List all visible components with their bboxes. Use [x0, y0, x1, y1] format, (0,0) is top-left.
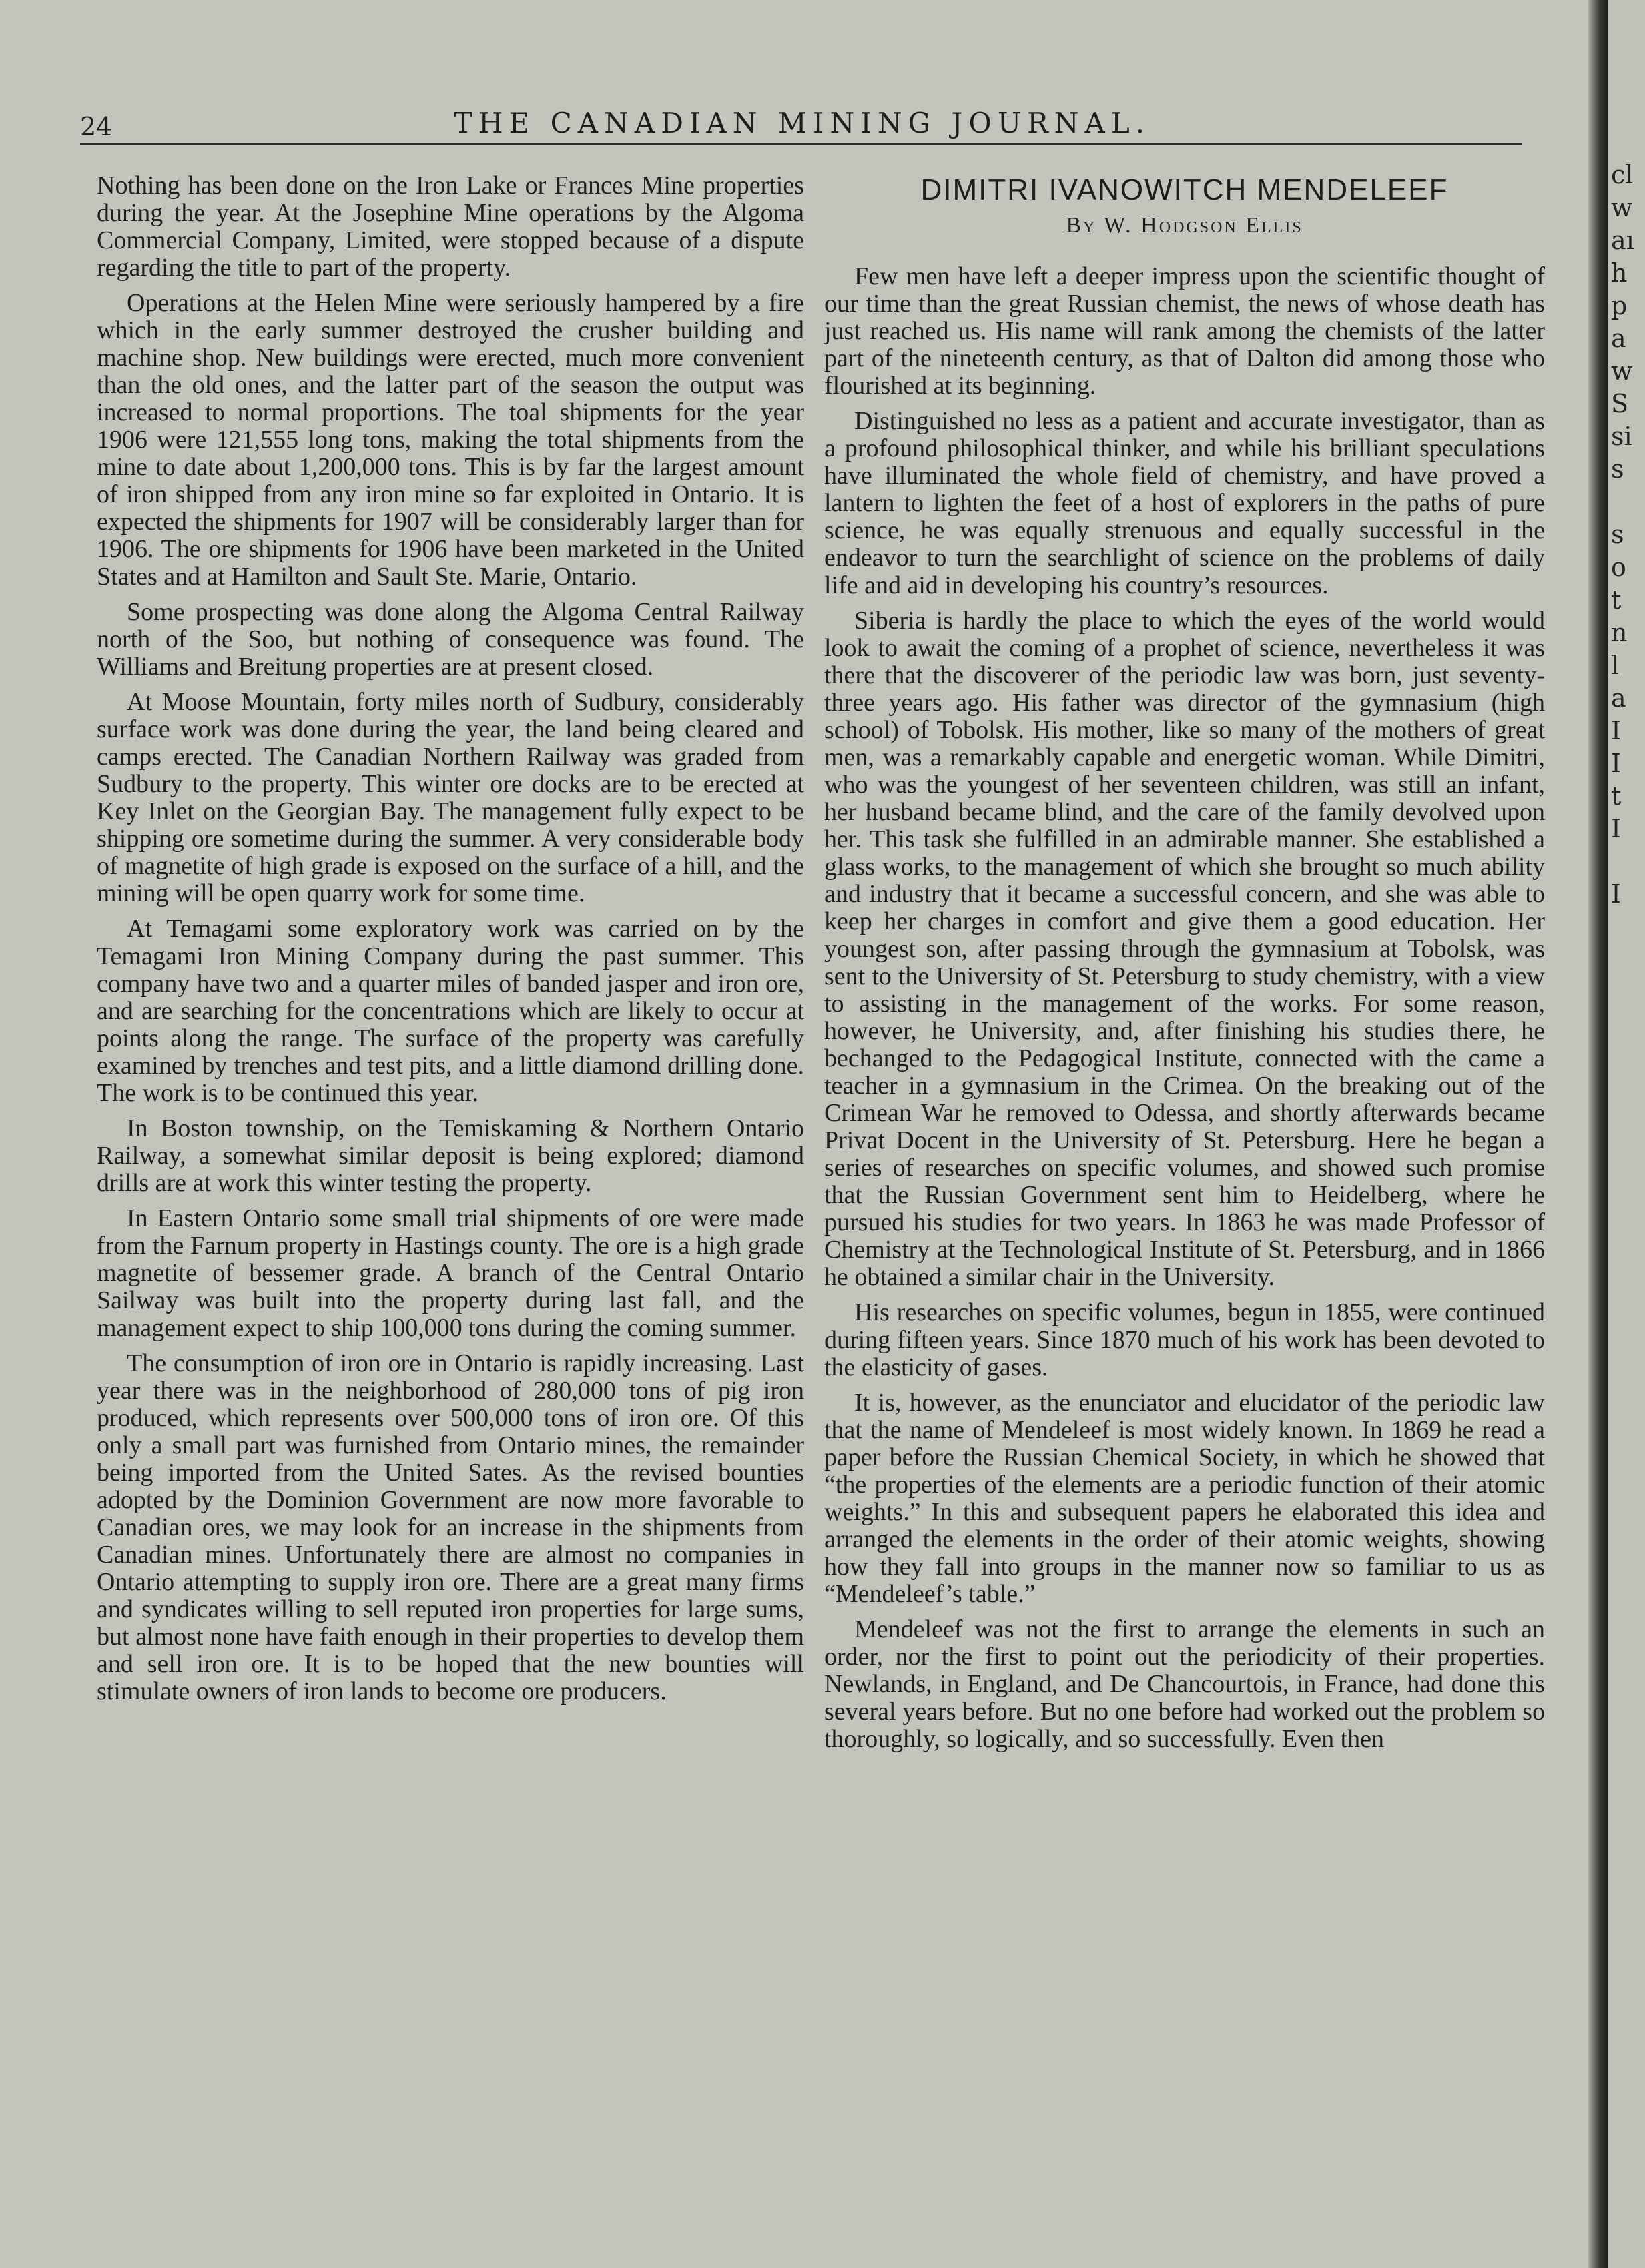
edge-fragment: l — [1611, 651, 1620, 680]
edge-fragment: w — [1611, 193, 1633, 222]
paragraph: Some prospecting was done along the Algoma Central Railway north of the Soo, but nothing of consequence was found. The Williams and Breitung properties are at present closed. — [97, 598, 804, 681]
paragraph: Few men have left a deeper impress upon the scientific thought of our time than the great Russian chemist, the news of whose death has just reached us. His name will rank among the chemists of the latter part of the nineteenth century, as that of Dalton did among those who flourished at its beginning. — [824, 262, 1545, 400]
paragraph: Siberia is hardly the place to which the eyes of the world would look to await the coming of a prophet of science, nevertheless it was there that the discoverer of the periodic law was born, just seventy-three years ago. His father was director of the gymnasium (high school) of Tobolsk. His mother, like so many of the mothers of great men, was a remarkably capable and energetic woman. While Dimitri, who was the youngest of her seventeen children, was still an infant, her husband became blind, and the care of the family devolved upon her. This task she fulfilled in an admirable manner. She established a glass works, to the management of which she brought so much ability and industry that it became a successful concern, and she was able to keep her charges in comfort and give them a good education. Her youngest son, after passing through the gymnasium at Tobolsk, was sent to the University of St. Petersburg to study chemistry, with a view to assisting in the management of the works. For some reason, however, he University, and, after finishing his studies there, he bechanged to the Pedagogical Institute, connected with the came a teacher in a gymnasium in the Crimea. On the breaking out of the Crimean War he removed to Odessa, and shortly afterwards became Privat Docent in the University of St. Petersburg. Here he began a series of researches on specific volumes, and showed such promise that the Russian Government sent him to Heidelberg, where he pursued his studies for two years. In 1863 he was made Professor of Chemistry at the Technological Institute of St. Petersburg, and in 1866 he obtained a similar chair in the University. — [824, 607, 1545, 1291]
paragraph: The consumption of iron ore in Ontario is rapidly increasing. Last year there was in the neighborhood of 280,000 tons of pig iron produced, which represents over 500,000 tons of iron ore. Of this only a small part was furnished from Ontario mines, the remainder being imported from the United Sates. As the revised bounties adopted by the Dominion Government are now more favorable to Canadian ores, we may look for an increase in the shipments from Canadian mines. Unfortunately there are almost no companies in Ontario attempting to supply iron ore. There are a great many firms and syndicates willing to sell reputed iron properties for large sums, but almost none have faith enough in their properties to develop them and sell iron ore. It is to be hoped that the new bounties will stimulate owners of iron lands to become ore producers. — [97, 1349, 804, 1706]
edge-fragment: t — [1611, 585, 1622, 615]
edge-fragment: n — [1611, 618, 1628, 647]
right-column — [824, 172, 1545, 1761]
adjacent-page-edge — [1608, 0, 1645, 2268]
article-title: DIMITRI IVANOWITCH MENDELEEF — [920, 173, 1449, 206]
page-header — [80, 100, 1515, 153]
edge-fragment: I — [1611, 716, 1622, 745]
edge-fragment: a — [1611, 324, 1626, 353]
paragraph: It is, however, as the enunciator and elucidator of the periodic law that the name of Mendeleef is most widely known. In 1869 he read a paper before the Russian Chemical Society, in which he showed that “the properties of the elements are a periodic function of their atomic weights.” In this and subsequent papers he elaborated this idea and arranged the elements in the order of their atomic weights, showing how they fall into groups in the manner now so familiar to us as “Mendeleef’s table.” — [824, 1389, 1545, 1608]
edge-fragment: s — [1611, 520, 1624, 549]
paragraph: At Moose Mountain, forty miles north of Sudbury, considerably surface work was done during the year, the land being cleared and camps erected. The Canadian Northern Railway was graded from Sudbury to the property. This winter ore docks are to be erected at Key Inlet on the Georgian Bay. The management fully expect to be shipping ore sometime during the summer. A very considerable body of magnetite of high grade is exposed on the surface of a hill, and the mining will be open quarry work for some time. — [97, 688, 804, 907]
edge-fragment: S — [1611, 389, 1629, 418]
edge-fragment: t — [1611, 781, 1622, 811]
article-byline: By W. Hodgson Ellis — [1066, 213, 1303, 238]
left-column — [97, 172, 804, 1714]
edge-fragment: a — [1611, 683, 1626, 713]
edge-fragment: h — [1611, 258, 1628, 288]
journal-title: THE CANADIAN MINING JOURNAL. — [454, 107, 1151, 139]
paragraph: Mendeleef was not the first to arrange the elements in such an order, nor the first to point out the periodicity of their properties. Newlands, in England, and De Chancourtois, in France, had done this several years before. But no one before had worked out the problem so thoroughly, so logically, and so successfully. Even then — [824, 1615, 1545, 1753]
edge-fragment: I — [1611, 749, 1622, 778]
edge-fragment — [1611, 845, 1634, 878]
paragraph: In Eastern Ontario some small trial shipments of ore were made from the Farnum property in Hastings county. The ore is a high grade magnetite of bessemer grade. A branch of the Central Ontario Sailway was built into the property during last fall, and the management expect to ship 100,000 tons during the coming summer. — [97, 1204, 804, 1342]
paragraph: His researches on specific volumes, begun in 1855, were continued during fifteen years. Since 1870 much of his work has been devoted to the elasticity of gases. — [824, 1298, 1545, 1381]
edge-fragment: cl — [1611, 160, 1634, 190]
edge-fragment: w — [1611, 356, 1633, 386]
edge-fragment: aı — [1611, 226, 1634, 255]
edge-fragment: o — [1611, 552, 1626, 582]
edge-fragment: I — [1611, 814, 1622, 843]
edge-fragment: si — [1611, 422, 1632, 451]
paragraph: Distinguished no less as a patient and accurate investigator, than as a profound philosophical thinker, and while his brilliant speculations have illuminated the whole field of chemistry, and have proved a lantern to lighten the feet of a host of explorers in the paths of pure science, he was equally strenuous and equally successful in the endeavor to turn the searchlight of science on the problems of daily life and aid in developing his country’s resources. — [824, 407, 1545, 599]
edge-fragment: s — [1611, 454, 1624, 484]
header-rule — [80, 143, 1522, 145]
edge-fragment: p — [1611, 291, 1628, 320]
edge-fragment: I — [1611, 879, 1622, 909]
page-number: 24 — [80, 112, 113, 141]
edge-fragment — [1611, 486, 1634, 518]
paragraph: At Temagami some exploratory work was carried on by the Temagami Iron Mining Company during the past summer. This company have two and a quarter miles of banded jasper and iron ore, and are searching for the concentrations which are likely to occur at points along the range. The surface of the property was carefully examined by trenches and test pits, and a little diamond drilling done. The work is to be continued this year. — [97, 915, 804, 1107]
paragraph: Operations at the Helen Mine were seriously hampered by a fire which in the early summer destroyed the crusher building and machine shop. New buildings were erected, much more convenient than the old ones, and the latter part of the season the output was increased to normal proportions. The toal shipments for the year 1906 were 121,555 long tons, making the total shipments from the mine to date about 1,200,000 tons. This is by far the largest amount of iron shipped from any iron mine so far exploited in Ontario. It is expected the shipments for 1907 will be considerably larger than for 1906. The ore shipments for 1906 have been marketed in the United States and at Hamilton and Sault Ste. Marie, Ontario. — [97, 289, 804, 591]
adjacent-page-fragments — [1611, 159, 1634, 911]
paragraph: In Boston township, on the Temiskaming & Northern Ontario Railway, a somewhat similar deposit is being explored; diamond drills are at work this winter testing the property. — [97, 1114, 804, 1197]
paragraph: Nothing has been done on the Iron Lake or Frances Mine properties during the year. At the Josephine Mine operations by the Algoma Commercial Company, Limited, were stopped because of a dispute regarding the title to part of the property. — [97, 171, 804, 282]
binding-gutter — [1588, 0, 1608, 2268]
